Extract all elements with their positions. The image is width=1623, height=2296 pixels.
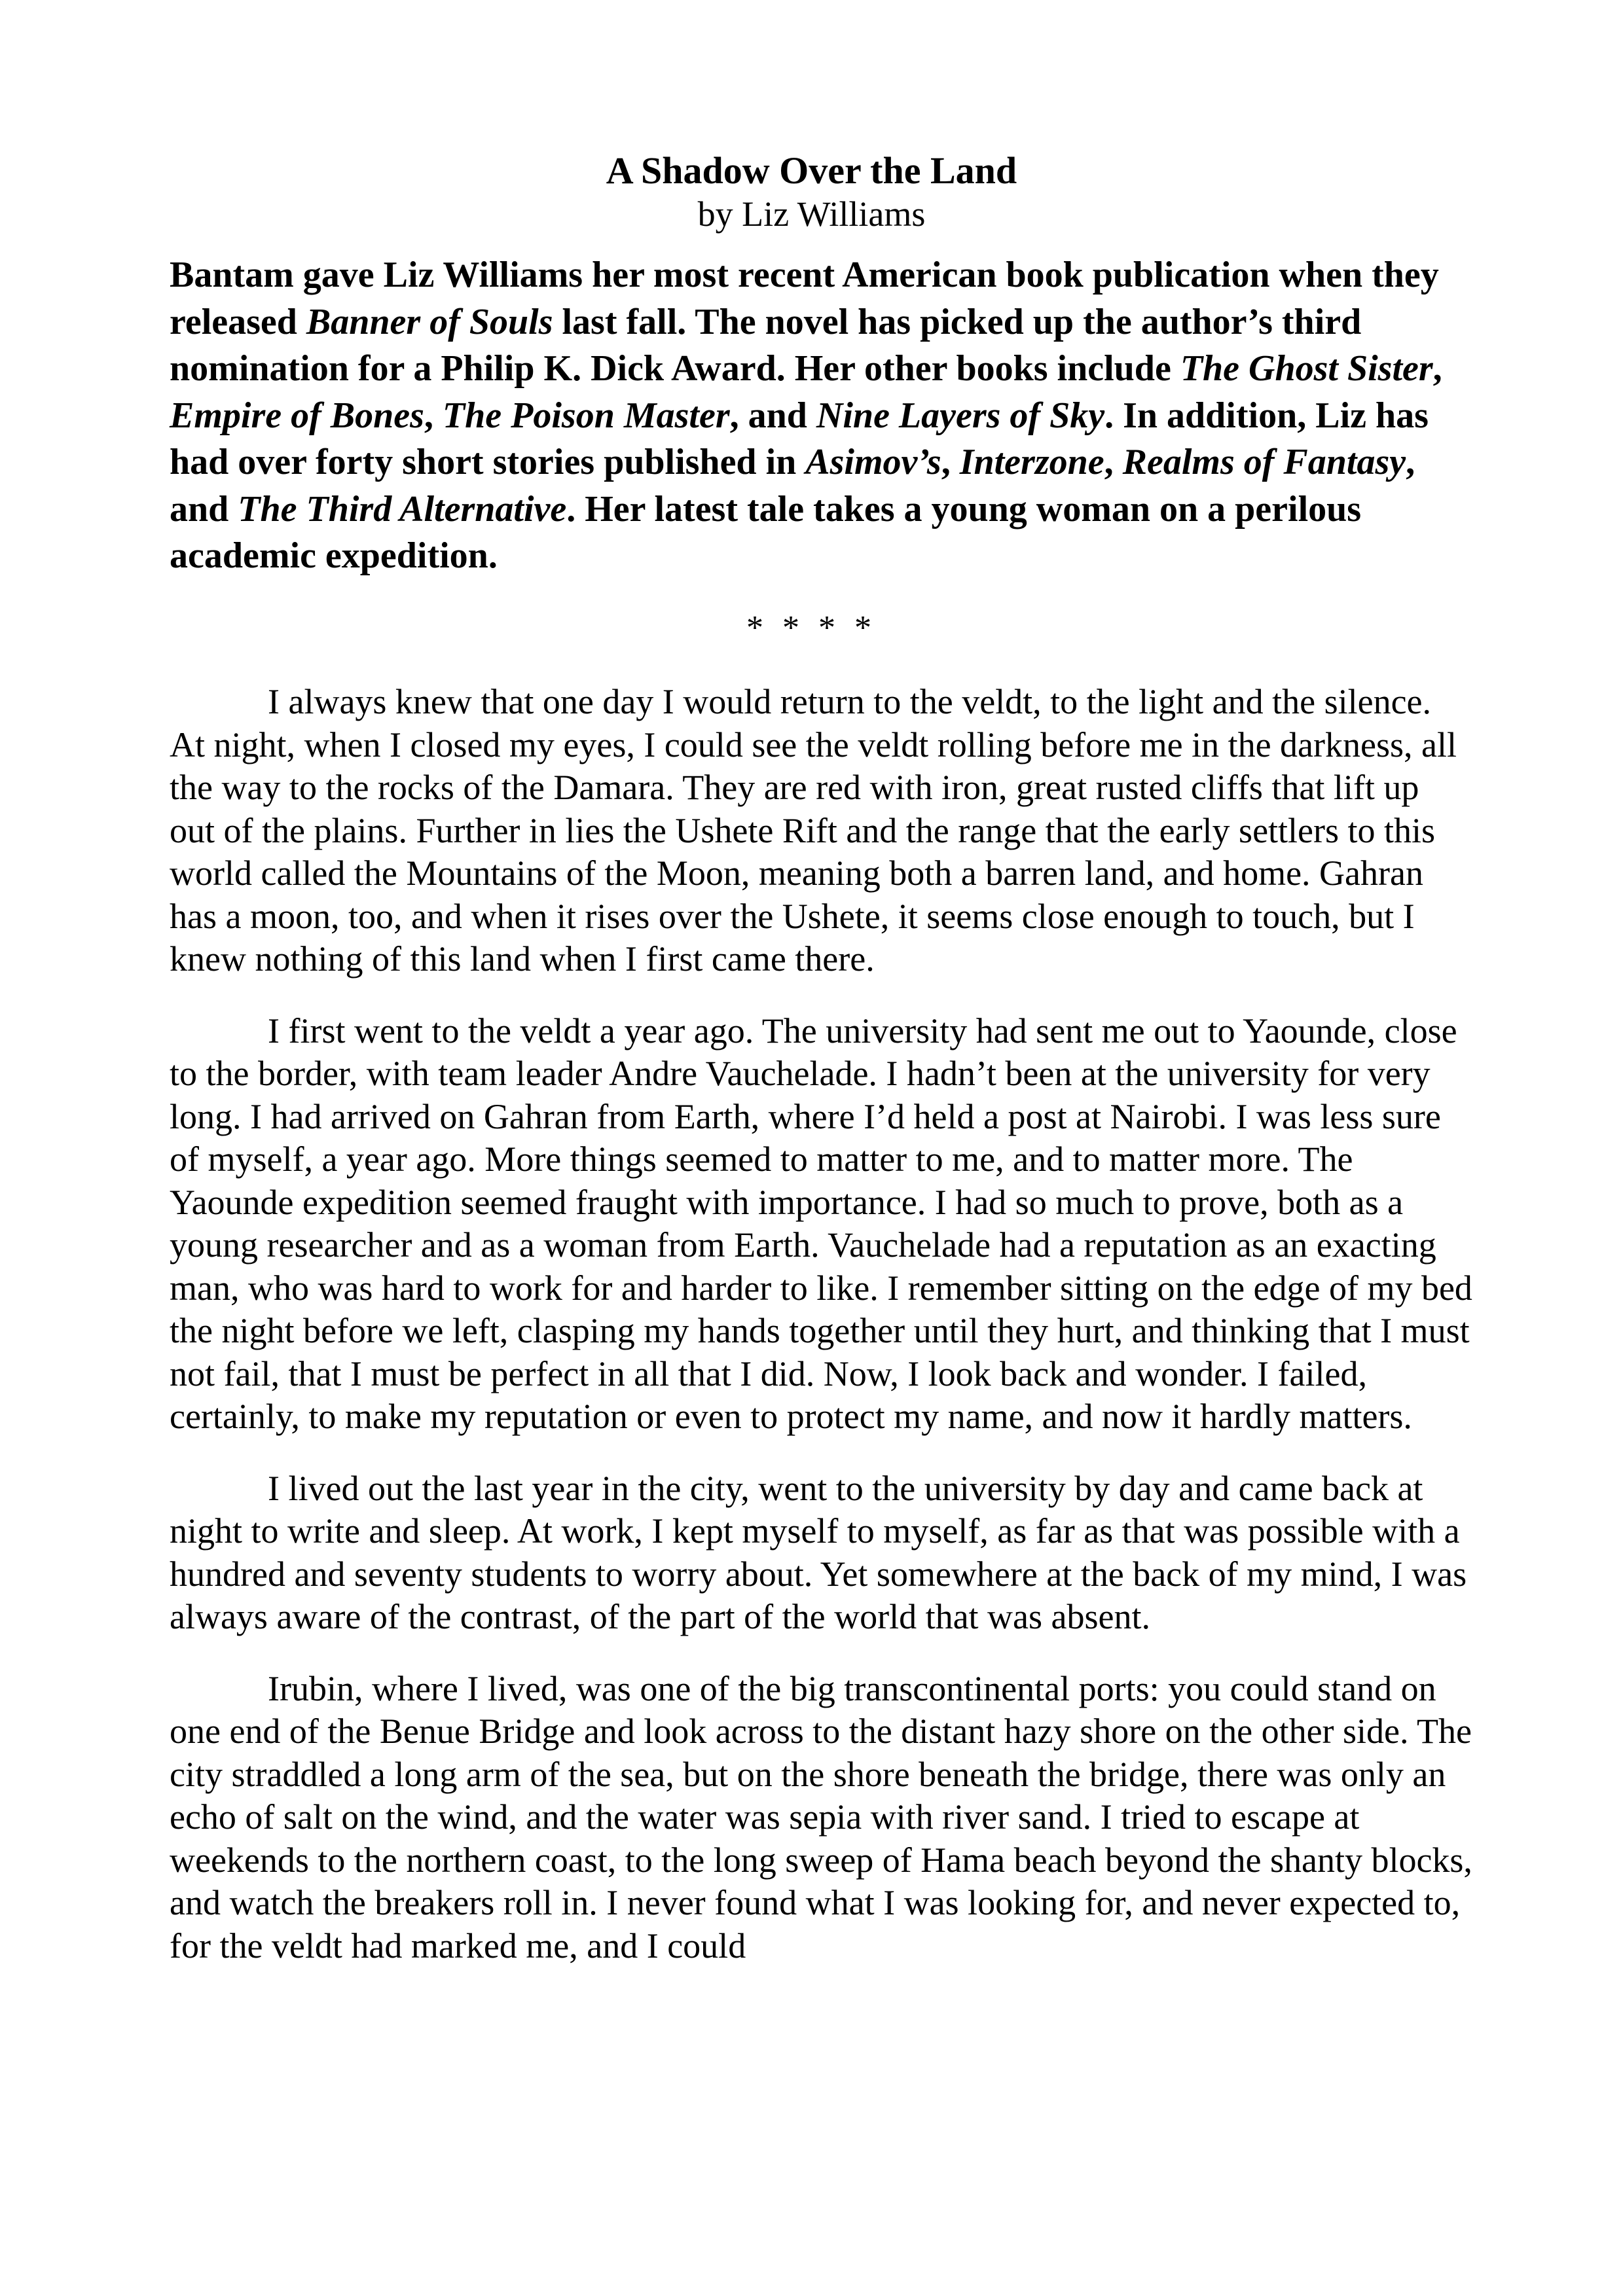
magazine-title: Asimov’s (805, 442, 941, 482)
body-paragraph: Irubin, where I lived, was one of the big transcontinental ports: you could stand on one end of the Benue Bridge and look across to the distant hazy shore on the other side. The city straddled a long arm of the sea, but on the shore beneath the bridge, there was only an echo of salt on the wind, and the water was sepia with river sand. I tried to escape at weekends to the northern coast, to the long sweep of Hama beach beyond the shanty blocks, and watch the breakers roll in. I never found what I was looking for, and never expected to, for the veldt had marked me, and I could (170, 1668, 1472, 1965)
intro-text: . Her latest tale takes a young woman on a perilous academic expedition. (170, 488, 1362, 576)
magazine-title: Interzone (959, 442, 1104, 482)
intro-text: , (1104, 442, 1123, 482)
story-body (170, 681, 1472, 1996)
magazine-title: Realms of Fantasy (1122, 442, 1406, 482)
book-title: The Poison Master (442, 395, 730, 436)
book-title: Banner of Souls (306, 301, 553, 342)
section-separator: * * * * (746, 609, 877, 647)
intro-text: Bantam gave Liz Williams her most recent American book publication when they released (170, 255, 1439, 342)
book-title: Empire of Bones (170, 395, 424, 436)
intro-text: , (424, 395, 443, 436)
intro-text: , and (170, 442, 1415, 529)
intro-text: . In addition, Liz has had over forty short stories published in (170, 395, 1429, 482)
editorial-introduction (170, 252, 1472, 580)
body-paragraph: I always knew that one day I would return to the veldt, to the light and the silence. At night, when I closed my eyes, I could see the veldt rolling before me in the darkness, all the way to the rocks of the Damara. They are red with iron, great rusted cliffs that lift up out of the plains. Further in lies the Ushete Rift and the range that the early settlers to this world called the Mountains of the Moon, meaning both a barren land, and home. Gahran has a moon, too, and when it rises over the Ushete, it seems close enough to touch, but I knew nothing of this land when I first came there. (170, 682, 1457, 978)
intro-text: , (1432, 348, 1442, 389)
book-title: The Ghost Sister (1180, 348, 1433, 389)
intro-text: , (941, 442, 960, 482)
body-paragraph: I lived out the last year in the city, went to the university by day and came back at night to write and sleep. At work, I kept myself to myself, as far as that was possible with a hundred and seventy students to worry about. Yet somewhere at the back of my mind, I was always aware of the contrast, of the part of the world that was absent. (170, 1468, 1467, 1636)
book-title: Nine Layers of Sky (816, 395, 1105, 436)
body-paragraph: I first went to the veldt a year ago. The university had sent me out to Yaounde, close to the border, with team leader Andre Vauchelade. I hadn’t been at the university for very long. I had arrived on Gahran from Earth, where I’d held a post at Nairobi. I was less sure of myself, a year ago. More things seemed to matter to me, and to matter more. The Yaounde expedition seemed fraught with importance. I had so much to prove, both as a young researcher and as a woman from Earth. Vauchelade had a reputation as an exacting man, who was hard to work for and harder to like. I remember sitting on the edge of my bed the night before we left, clasping my hands together until they hurt, and thinking that I must not fail, that I must be perfect in all that I did. Now, I look back and wonder. I failed, certainly, to make my reputation or even to protect my name, and now it hardly matters. (170, 1011, 1472, 1436)
story-byline: by Liz Williams (697, 194, 926, 234)
intro-text: last fall. The novel has picked up the author’s third nomination for a Philip K. Dick Award. Her other books include (170, 301, 1362, 389)
magazine-title: The Third Alternative (238, 488, 567, 529)
story-title: A Shadow Over the Land (606, 149, 1017, 192)
story-header (0, 149, 1623, 236)
intro-text: , and (729, 395, 816, 436)
